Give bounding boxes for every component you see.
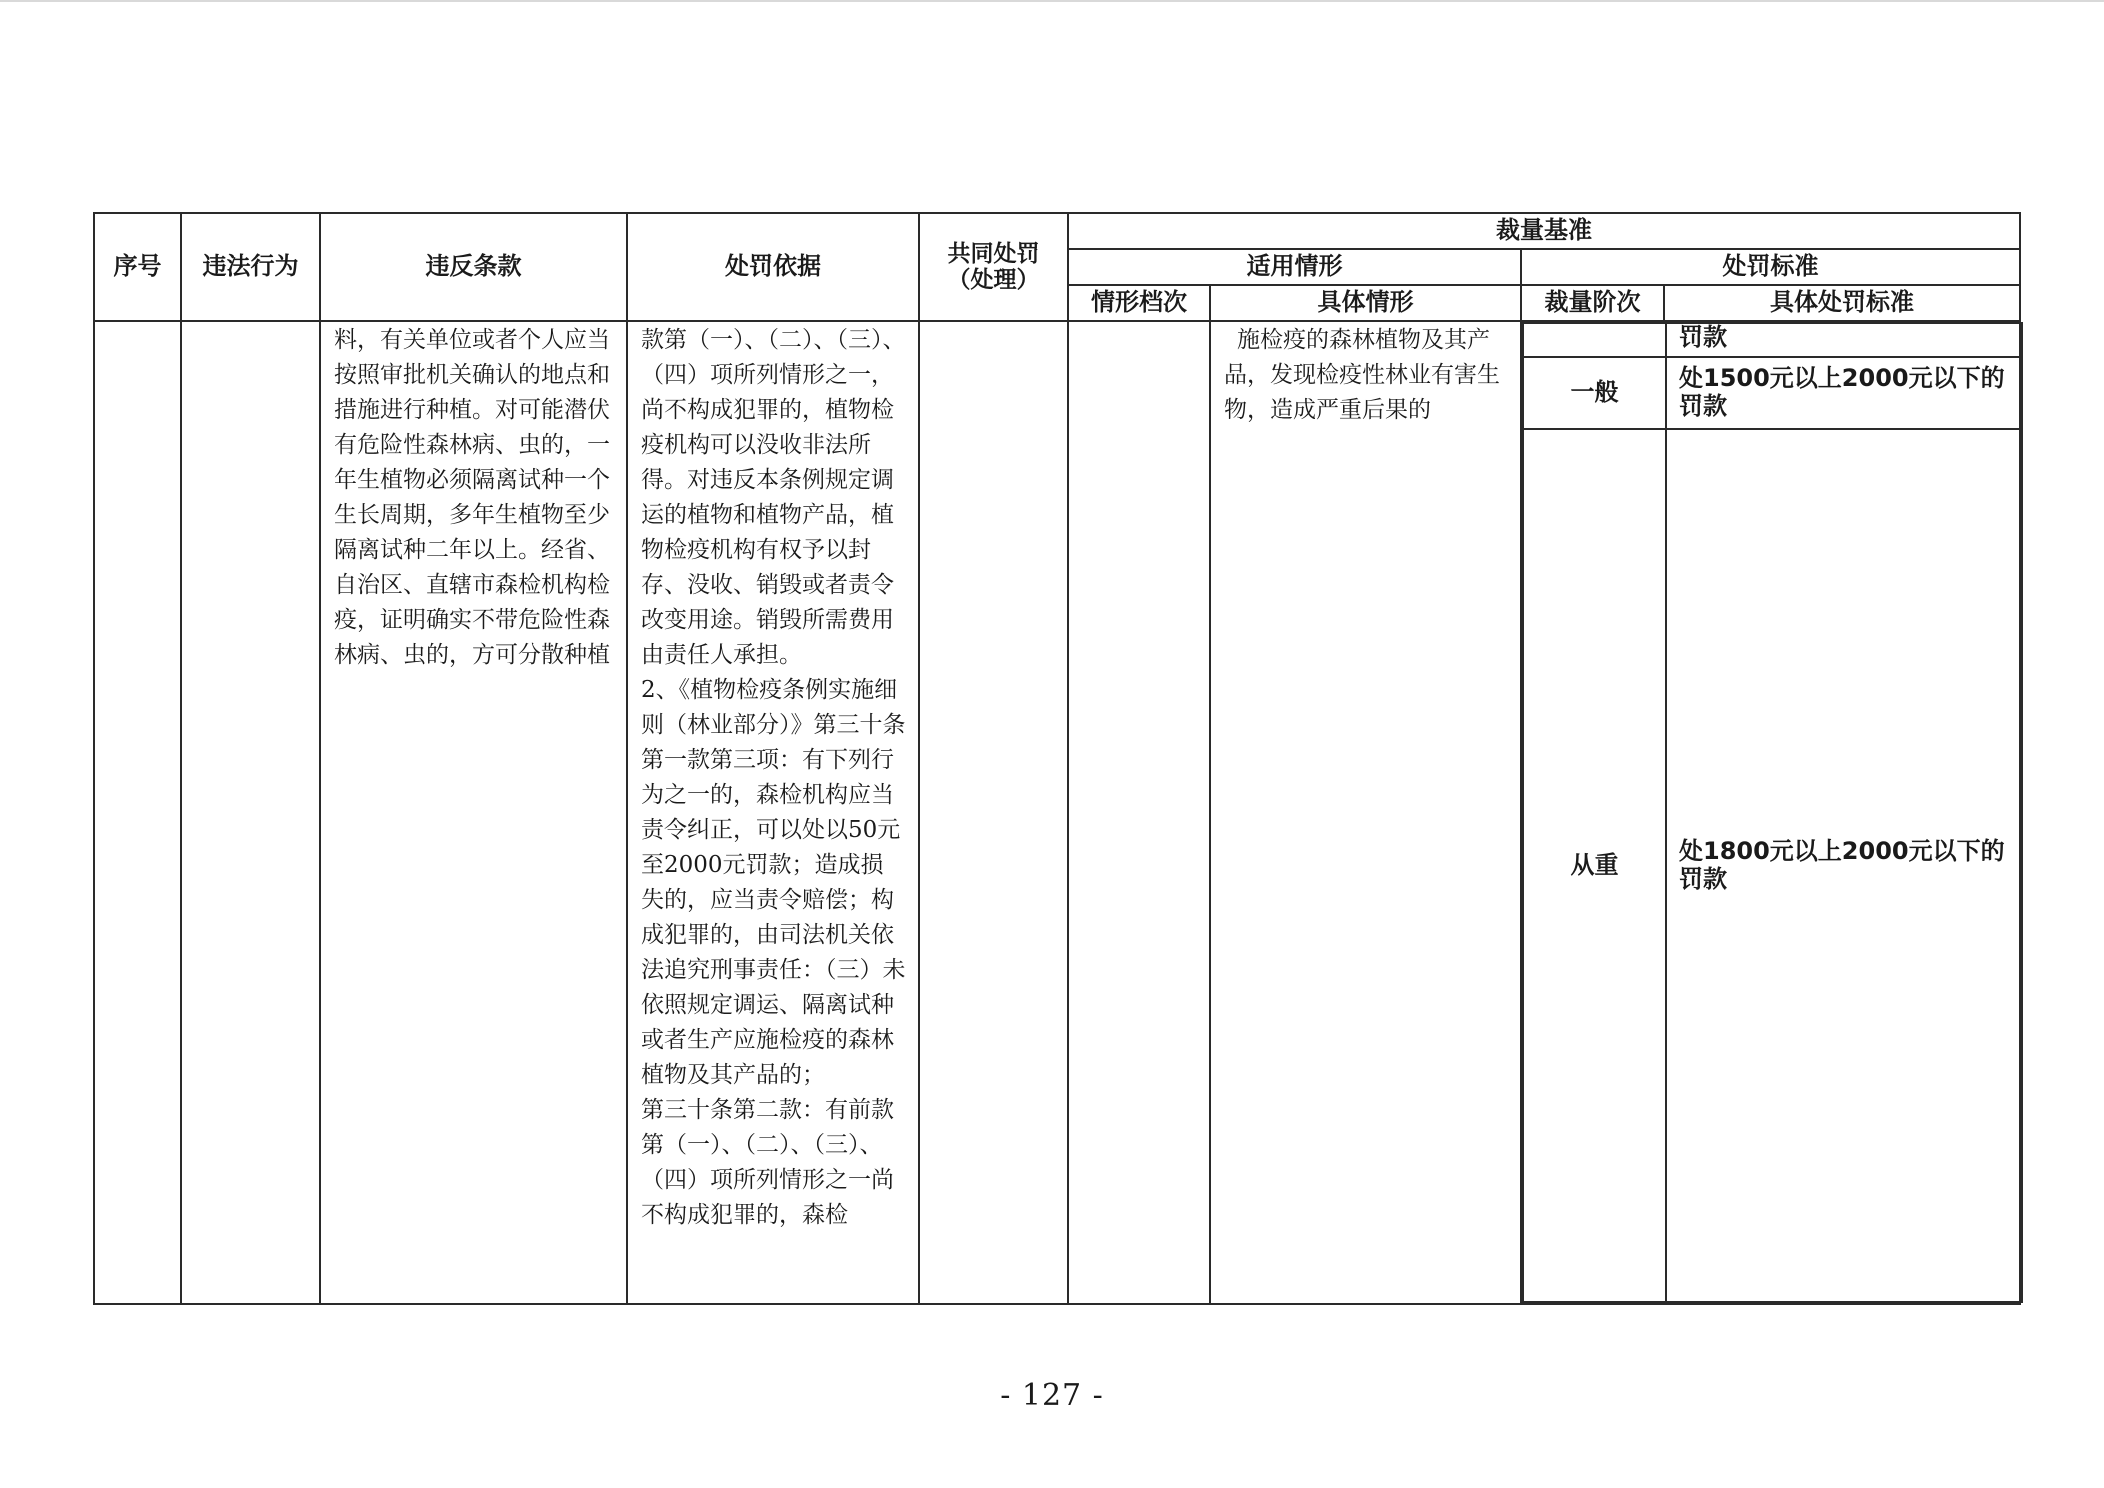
cell-specific-situation: 施检疫的森林植物及其产品，发现检疫性林业有害生物，造成严重后果的 <box>1210 321 1521 1304</box>
discretion-standard-table <box>93 212 2021 1305</box>
header-specific-situation: 具体情形 <box>1210 285 1521 321</box>
table-row <box>94 321 2020 1304</box>
penalty-tier-table <box>1522 322 2023 1303</box>
header-specific-penalty-standard: 具体处罚标准 <box>1664 285 2020 321</box>
tier-standard: 罚款 <box>1666 323 2022 357</box>
cell-situation-level <box>1068 321 1210 1304</box>
header-seq: 序号 <box>94 213 181 321</box>
header-discretion-grade: 裁量阶次 <box>1521 285 1664 321</box>
tier-grade: 一般 <box>1523 357 1666 429</box>
header-penalty-standard: 处罚标准 <box>1521 249 2020 285</box>
cell-joint-penalty <box>919 321 1068 1304</box>
tier-standard: 处1800元以上2000元以下的罚款 <box>1666 429 2022 1302</box>
tier-row-1 <box>1523 357 2022 429</box>
top-border-line <box>0 0 2104 2</box>
cell-penalty-basis: 款第（一）、（二）、（三）、（四）项所列情形之一，尚不构成犯罪的，植物检疫机构可以没收非法所得。对违反本条例规定调运的植物和植物产品，植物检疫机构有权予以封存、没收、销毁或者责令改变用途。销毁所需费用由责任人承担。 2、《植物检疫条例实施细则（林业部分）》第三十条第一款第三项：有下列行为之一的，森检机构应当责令纠正，可以处以50元至2000元罚款；造成损失的，应当责令赔偿；构成犯罪的，由司法机关依法追究刑事责任：（三）未依照规定调运、隔离试种或者生产应施检疫的森林植物及其产品的； 第三十条第二款：有前款第（一）、（二）、（三）、（四）项所列情形之一尚不构成犯罪的，森检 <box>627 321 919 1304</box>
tier-row-0 <box>1523 323 2022 357</box>
tier-grade <box>1523 323 1666 357</box>
cell-seq <box>94 321 181 1304</box>
header-applicable-situation: 适用情形 <box>1068 249 1521 285</box>
cell-violation-act <box>181 321 320 1304</box>
header-discretion-standard: 裁量基准 <box>1068 213 2020 249</box>
header-situation-level: 情形档次 <box>1068 285 1210 321</box>
header-violated-clause: 违反条款 <box>320 213 627 321</box>
header-penalty-basis: 处罚依据 <box>627 213 919 321</box>
cell-penalty-tiers <box>1521 321 2020 1304</box>
header-violation-act: 违法行为 <box>181 213 320 321</box>
cell-violated-clause: 料，有关单位或者个人应当按照审批机关确认的地点和措施进行种植。对可能潜伏有危险性森林病、虫的，一年生植物必须隔离试种一个生长周期，多年生植物至少隔离试种二年以上。经省、自治区、直辖市森检机构检疫，证明确实不带危险性森林病、虫的，方可分散种植 <box>320 321 627 1304</box>
header-row-1 <box>94 213 2020 249</box>
page-number: - 127 - <box>1000 1378 1104 1413</box>
tier-row-2 <box>1523 429 2022 1302</box>
tier-grade: 从重 <box>1523 429 1666 1302</box>
header-joint-penalty: 共同处罚 （处理） <box>919 213 1068 321</box>
tier-standard: 处1500元以上2000元以下的罚款 <box>1666 357 2022 429</box>
